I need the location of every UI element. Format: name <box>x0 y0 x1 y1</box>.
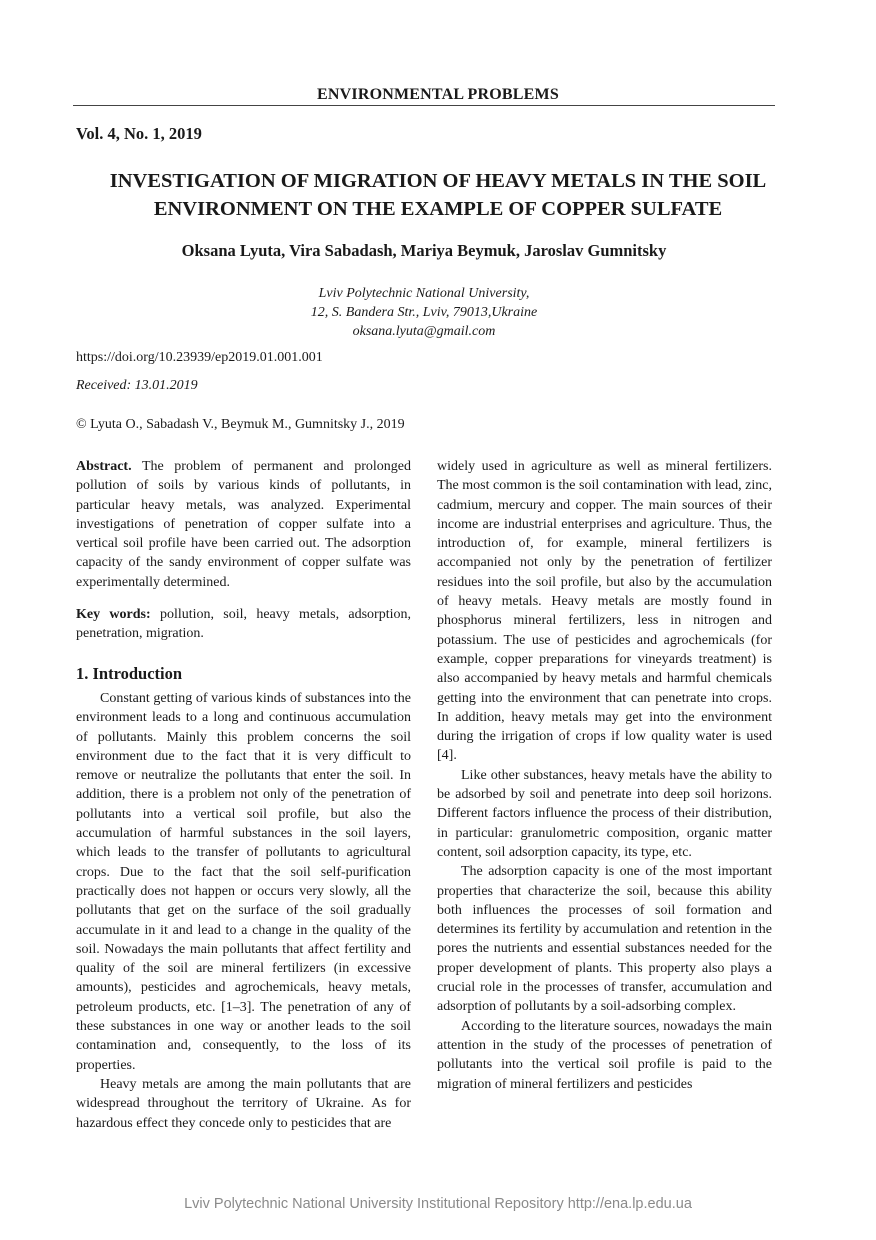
abstract-text: The problem of permanent and prolonged pollution of soils by various kinds of pollutants, in particular heavy metals, was analyzed. Experimental investigations of penetration of copper sulfate into a vertical soil profile have been carried out. The adsorption capacity of the sandy environment of copper sulfate was experimentally determined. <box>76 459 411 590</box>
article-title: INVESTIGATION OF MIGRATION OF HEAVY METALS IN THE SOIL ENVIRONMENT ON THE EXAMPLE OF COPPER SULFATE <box>109 170 767 220</box>
repository-footer: Lviv Polytechnic National University Institutional Repository http://ena.lp.edu.ua <box>184 1196 692 1212</box>
intro-paragraph-2: Heavy metals are among the main pollutants that are widespread throughout the territory of Ukraine. As for hazardous effect they concede only to pesticides that are <box>76 1076 411 1131</box>
keywords-paragraph <box>76 605 411 644</box>
intro-paragraph-5: According to the literature sources, nowadays the main attention in the study of the processes of penetration of pollutants into the vertical soil profile is paid to the migration of mineral fertilizers and pesticides <box>437 1018 772 1092</box>
intro-paragraph-2-continued: widely used in agriculture as well as mineral fertilizers. The most common is the soil contamination with lead, zinc, cadmium, mercury and copper. The main sources of their income are industrial enterprises and agriculture. Thus, the introduction of, for example, mineral fertilizers is accompanied not only by the penetration of fertilizer residues into the soil profile, but also by the accumulation of heavy metals. Heavy metals are mostly found in phosphorus mineral fertilizers, less in nitrogen and potassium. The use of pesticides and agrochemicals (for example, copper preparations for vineyards treatment) is also accompanied by heavy metals and harmful chemicals getting into the environment that can penetrate into crops. In addition, heavy metals may get into the environment during the irrigation of crops if low quality water is used [4]. <box>437 459 772 764</box>
volume-issue: Vol. 4, No. 1, 2019 <box>76 124 202 143</box>
affiliation-address: 12, S. Bandera Str., Lviv, 79013,Ukraine <box>310 305 538 320</box>
intro-paragraph-4: The adsorption capacity is one of the most important properties that characterize the soil, because this ability both influences the processes of soil formation and determines its fertility by accumulation and retention in the pores the nutrients and essential substances needed for the proper development of plants. This property also plays a crucial role in the processes of transfer, accumulation and adsorption of pollutants by a soil-adsorbing complex. <box>437 864 772 1015</box>
received-date: Received: 13.01.2019 <box>76 378 198 393</box>
affiliation-email[interactable]: oksana.lyuta@gmail.com <box>352 324 496 339</box>
abstract-paragraph <box>76 457 411 592</box>
affiliation-block <box>0 284 848 341</box>
intro-paragraph-1: Constant getting of various kinds of substances into the environment leads to a long and continuous accumulation of pollutants. Mainly this problem concerns the soil environment due to the fact that it is very difficult to remove or neutralize the pollutants that enter the soil. In addition, there is a problem not only of the penetration of pollutants into a vertical soil profile, but also the accumulation of harmful substances in the soil layers, which leads to the transfer of pollutants to agricultural crops. Due to the fact that the soil self-purification practically does not happen or occurs very slowly, all the pollutants that get on the surface of the soil gradually accumulate in it and lead to a change in the quality of the soil. Nowadays the main pollutants that affect fertility and quality of the soil are mineral fertilizers (in excessive amounts), pesticides and agrochemicals, heavy metals, petroleum products, etc. [1–3]. The penetration of any of these substances in one way or another leads to the soil contamination and, consequently, to the loss of its properties. <box>76 690 411 1073</box>
copyright-line: © Lyuta O., Sabadash V., Beymuk M., Gumnitsky J., 2019 <box>76 417 405 432</box>
section-heading-introduction: 1. Introduction <box>76 663 183 683</box>
keywords-label: Key words: <box>76 607 151 623</box>
abstract-label: Abstract. <box>76 459 132 474</box>
doi-link[interactable]: https://doi.org/10.23939/ep2019.01.001.001 <box>76 350 323 365</box>
left-column <box>76 457 411 1133</box>
right-column <box>437 457 772 1094</box>
article-authors: Oksana Lyuta, Vira Sabadash, Mariya Beymuk, Jaroslav Gumnitsky <box>181 241 667 260</box>
intro-paragraph-3: Like other substances, heavy metals have the ability to be adsorbed by soil and penetrate into deep soil horizons. Different factors influence the process of their distribution, in particular: granulometric composition, organic matter content, soil adsorption capacity, its type, etc. <box>437 767 772 860</box>
journal-name: ENVIRONMENTAL PROBLEMS <box>317 86 559 103</box>
affiliation-institution: Lviv Polytechnic National University, <box>318 286 530 301</box>
header-rule <box>73 105 775 106</box>
keywords-text: pollution, soil, heavy metals, adsorption, penetration, migration. <box>76 607 411 642</box>
